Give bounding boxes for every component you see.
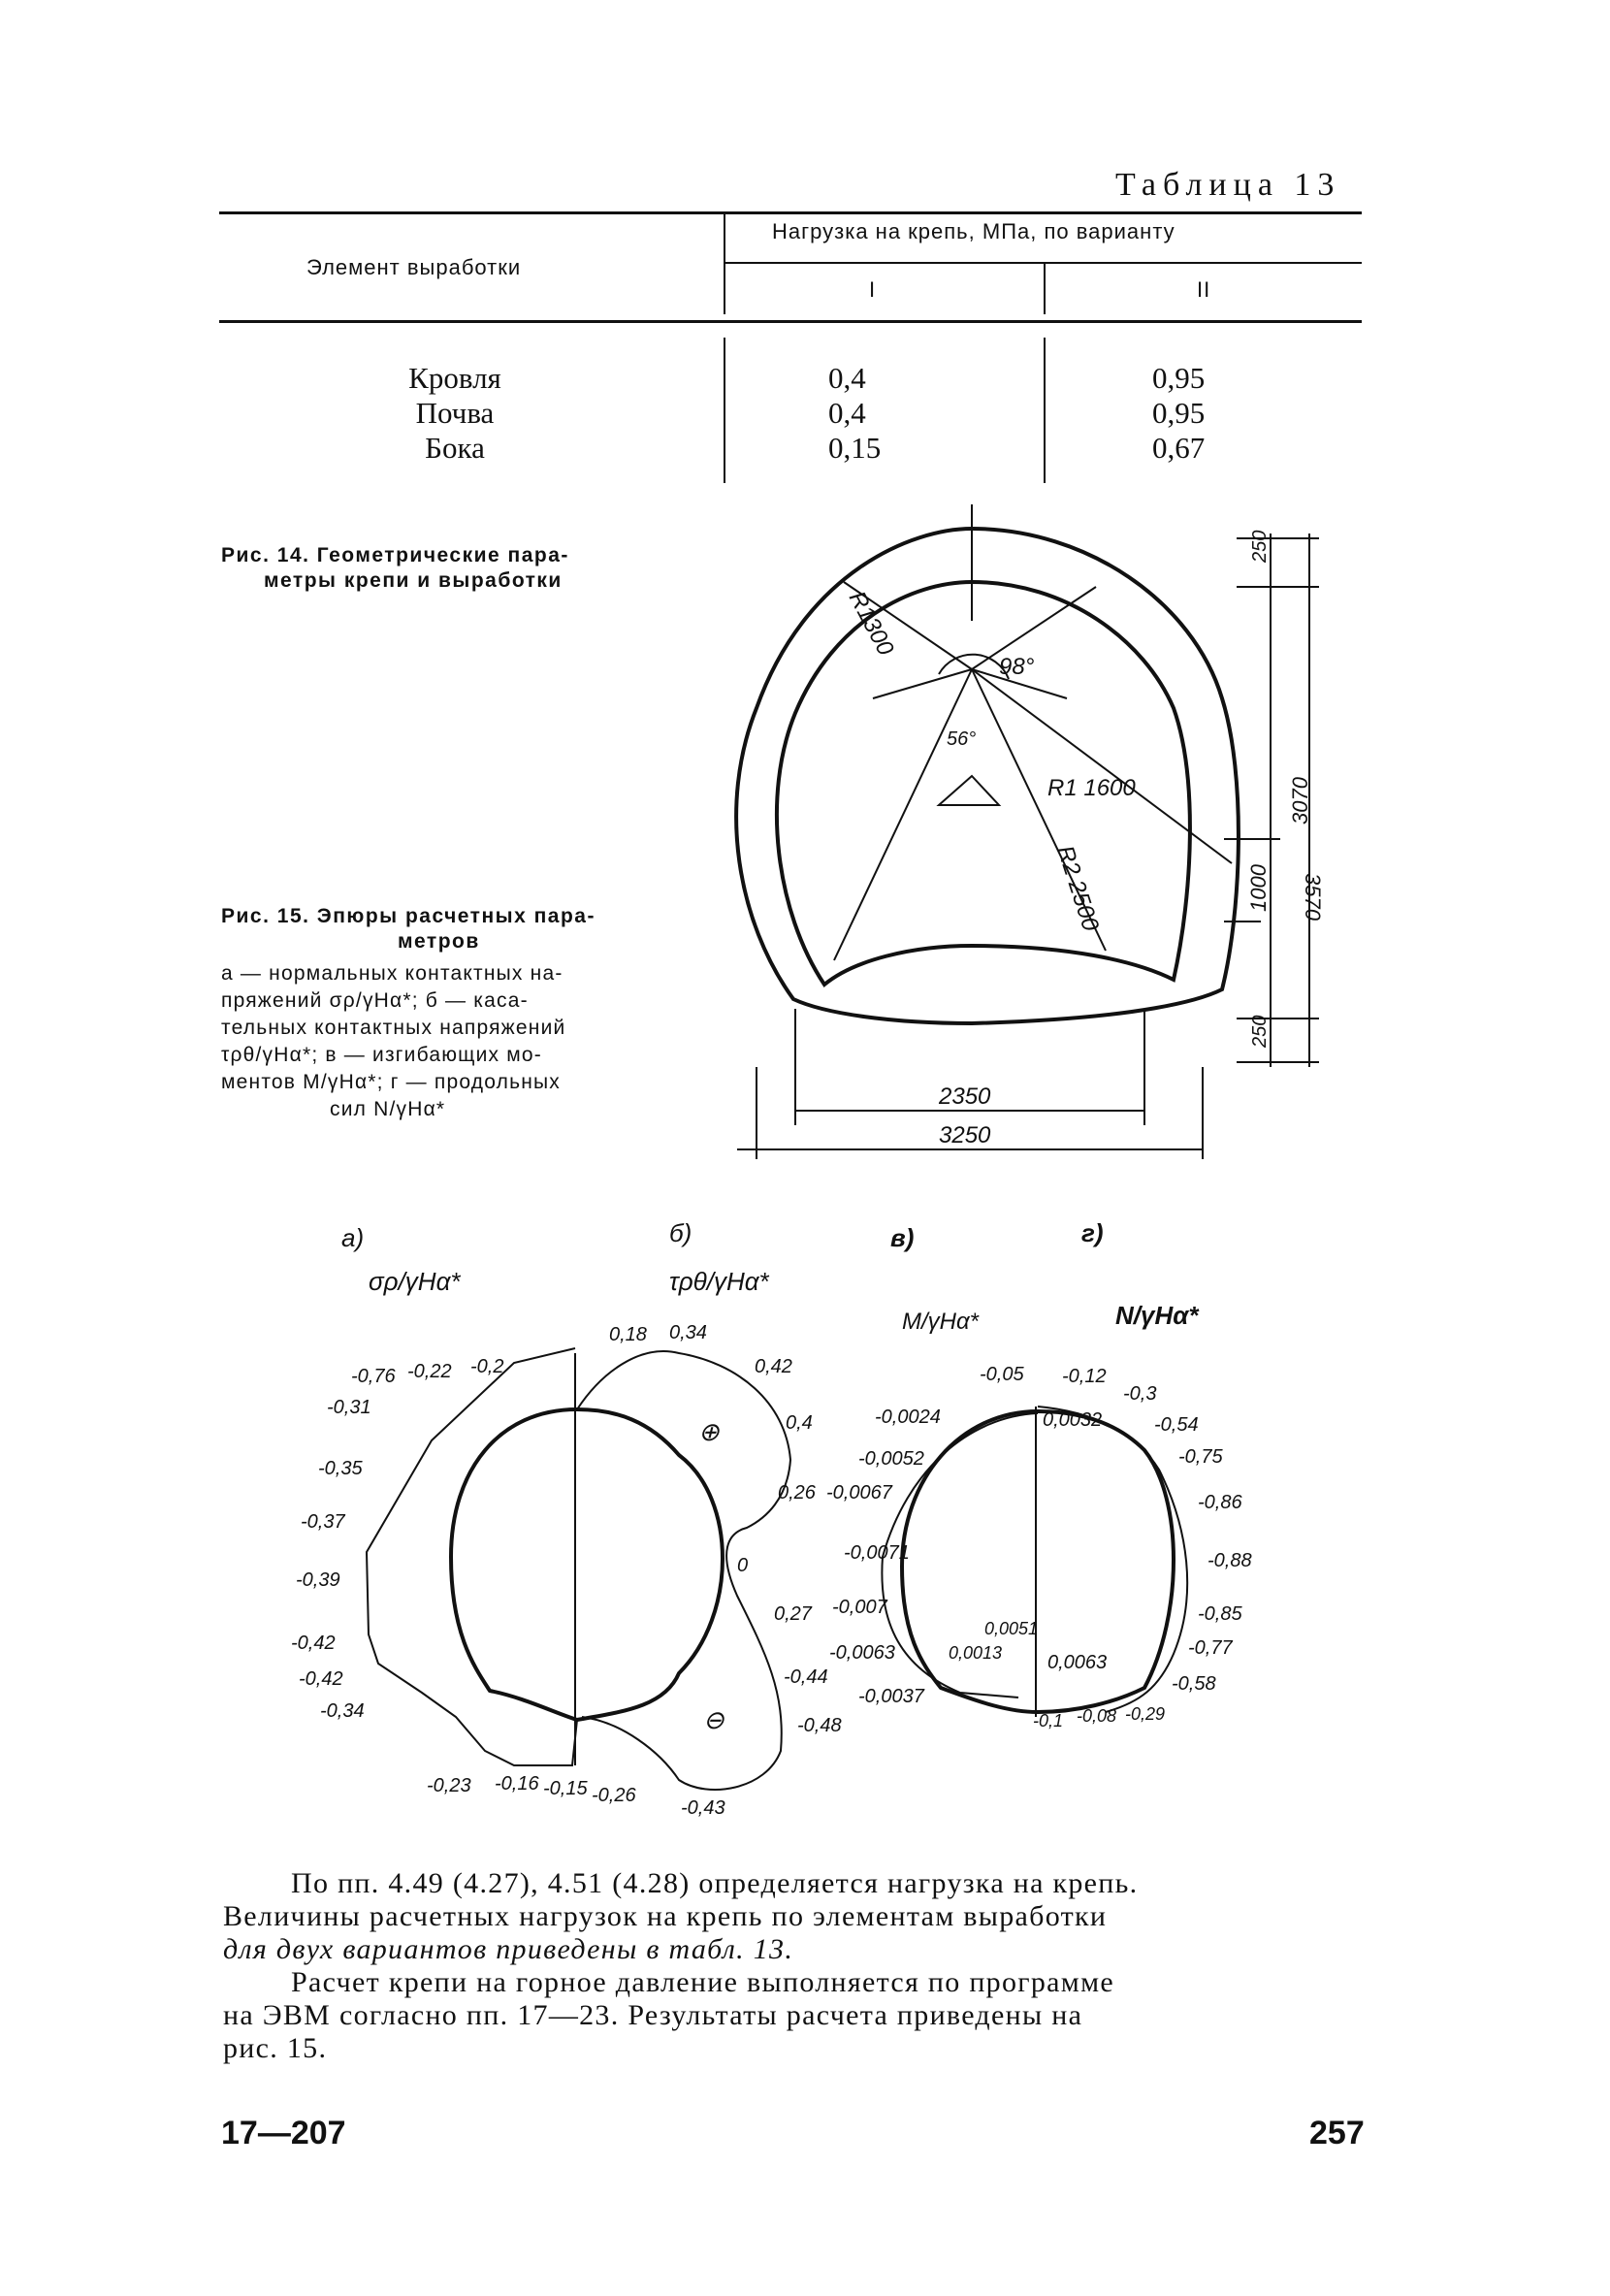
col-header-load: Нагрузка на крепь, МПа, по варианту [772,219,1175,243]
panel-c-value: -0,05 [980,1364,1024,1385]
cell-v1: 0,4 [828,361,866,395]
panel-d-value: -0,88 [1208,1550,1252,1571]
panel-ab-lining [451,1409,723,1720]
panel-c-value: 0,0013 [949,1643,1003,1663]
cell-v1: 0,15 [828,431,882,465]
panel-b-epure [577,1351,790,1790]
fig14-caption: Рис. 14. Геометрические пара- метры крепи и выработки [221,544,569,592]
panel-c-value: -0,0067 [826,1482,892,1504]
cell-v2: 0,95 [1152,361,1206,395]
table-body-vline-1 [724,338,725,483]
cell-element: Кровля [408,361,501,395]
plus-sign-icon: ⊕ [698,1417,720,1446]
panel-d-letter: г) [1081,1218,1104,1247]
panel-c-value: -0,0063 [829,1642,895,1664]
panel-d-value: -0,75 [1178,1446,1223,1468]
panel-b-value: -0,48 [797,1715,842,1736]
table-col-v2 [1152,361,1205,466]
fig15-caption: Рис. 15. Эпюры расчетных пара- метров а — нормальных контактных на- пряжений σρ/γHα*; б — каса- тельных контактных напряжений τρθ/γHα*; в — изгибающих мо- ментов M/γHα*; г — продольных сил N/γHα* [221,905,596,1120]
table-body-vline-2 [1044,338,1046,483]
panel-a-value: -0,37 [301,1511,345,1533]
panel-a-quantity: σρ/γHα* [369,1267,461,1296]
paragraph-2: Расчет крепи на горное давление выполняется по программе [291,1966,1114,1998]
panel-b-value: 0 [737,1555,749,1576]
page-number: 257 [1309,2115,1365,2151]
panel-c-value: -0,007 [832,1597,887,1618]
panel-b-value: 0,42 [755,1356,792,1377]
panel-a-value: -0,35 [318,1458,363,1479]
panel-a-value: -0,76 [351,1366,396,1387]
minus-sign-icon: ⊖ [703,1705,724,1734]
dim-3250: 3250 [939,1122,991,1148]
cell-element: Бока [425,431,485,465]
panel-a-value: -0,34 [320,1700,365,1722]
table-header-vline [724,213,725,314]
panel-c-value: -0,0052 [858,1448,924,1470]
dim-3570: 3570 [1301,873,1325,921]
panel-b-value: -0,43 [681,1797,725,1819]
panel-a-value: -0,42 [299,1668,343,1690]
fig15-diagrams [281,1208,1271,1828]
panel-b-value: 0,26 [778,1482,816,1504]
dim-1000: 1000 [1246,864,1271,912]
table-subheader-vline [1044,264,1046,314]
panel-a-value: -0,39 [296,1569,340,1591]
panel-c-value: 0,0032 [1043,1409,1103,1431]
panel-c-value: 0,0063 [1047,1652,1108,1673]
panel-d-value: -0,3 [1123,1383,1157,1405]
panel-a-value: -0,23 [427,1775,471,1796]
paragraph-1: По пп. 4.49 (4.27), 4.51 (4.28) определяется нагрузка на крепь. [291,1867,1139,1899]
panel-a-epure [367,1348,577,1765]
table-row [392,361,518,466]
panel-c-quantity: M/γHα* [902,1309,980,1335]
panel-d-value: -0,1 [1033,1711,1064,1730]
cell-v1: 0,4 [828,396,866,430]
outer-lining-outline [736,529,1239,1023]
panel-c-value: -0,0037 [858,1686,924,1707]
panel-d-value: -0,29 [1125,1704,1166,1724]
panel-b-value: -0,44 [784,1666,828,1688]
cell-v2: 0,67 [1152,431,1206,465]
table-header-bottom-rule [219,320,1362,323]
dim-2350: 2350 [939,1083,991,1110]
col-header-variant-2: II [1197,277,1211,302]
body-text: По пп. 4.49 (4.27), 4.51 (4.28) определяется нагрузка на крепь. Величины расчетных нагрузок на крепь по элементам выработки для двух вариантов приведены в табл. 13. Расчет крепи на горное давление выполняется по программе на ЭВМ согласно пп. 17—23. Результаты расчета приведены на рис. 15. [223,1867,1368,2065]
label-98deg: 98° [999,654,1035,680]
panel-a-value: -0,42 [291,1633,336,1654]
table-title: Таблица 13 [1115,167,1341,203]
dim-3070: 3070 [1288,777,1312,825]
panel-d-value: -0,86 [1198,1492,1242,1513]
footer-signature: 17—207 [221,2115,346,2151]
table-col-v1 [828,361,881,466]
panel-d-value: -0,08 [1077,1706,1117,1726]
dim-250-bottom: 250 [1249,1015,1271,1048]
table-top-rule [219,211,1362,214]
cell-v2: 0,95 [1152,396,1206,430]
panel-b-value: 0,18 [609,1324,647,1345]
panel-d-value: -0,12 [1062,1366,1107,1387]
panel-c-letter: в) [890,1223,915,1252]
label-r1300: R1300 [843,587,899,661]
panel-a-letter: а) [341,1223,365,1252]
panel-d-value: -0,58 [1172,1673,1216,1695]
panel-c-value: -0,0024 [875,1407,941,1428]
panel-d-value: -0,85 [1198,1603,1242,1625]
label-56deg: 56° [947,728,977,750]
cell-element: Почва [415,396,495,430]
panel-b-value: -0,26 [592,1785,636,1806]
panel-d-value: -0,77 [1188,1637,1233,1659]
col-header-variant-1: I [869,277,877,302]
panel-b-letter: б) [669,1218,692,1247]
panel-a-value: -0,16 [495,1773,539,1795]
panel-c-value: -0,0071 [844,1542,910,1564]
center-triangle-icon [939,776,999,805]
panel-b-value: 0,4 [786,1412,813,1434]
panel-cd-lining [902,1411,1174,1712]
panel-a-value: -0,2 [470,1356,504,1377]
col-header-element: Элемент выработки [306,255,522,279]
panel-b-value: 0,27 [774,1603,812,1625]
panel-d-value: -0,54 [1154,1414,1199,1436]
label-r2-2500: R2 2500 [1051,842,1105,935]
panel-a-value: -0,22 [407,1361,452,1382]
panel-a-value: -0,15 [543,1778,588,1799]
panel-b-value: 0,34 [669,1322,707,1343]
panel-a-value: -0,31 [327,1397,371,1418]
dim-250-top: 250 [1249,530,1271,563]
panel-d-quantity: N/γHα* [1115,1301,1199,1330]
fig14-drawing [718,504,1338,1174]
panel-b-quantity: τρθ/γHα* [669,1267,769,1296]
panel-c-value: 0,0051 [984,1619,1039,1638]
label-r1-1600: R1 1600 [1047,775,1136,801]
